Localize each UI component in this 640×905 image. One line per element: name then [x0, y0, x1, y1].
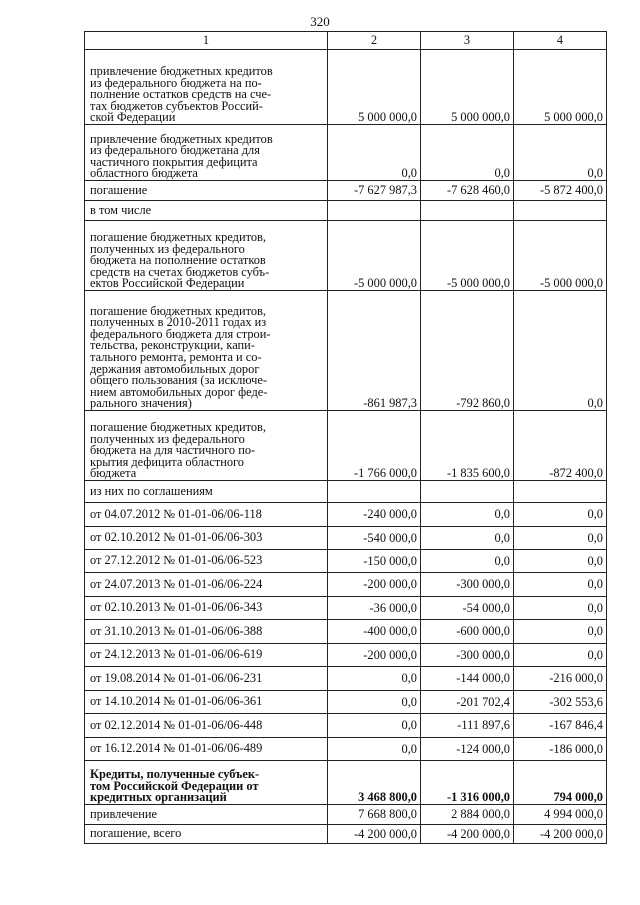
row-label-line: погашение, всего	[90, 826, 182, 841]
row-label-line: Кредиты, полученные субъек-	[90, 767, 260, 782]
row-label	[85, 691, 328, 714]
row-label-line: от 16.12.2014 № 01-01-06/06-489	[90, 741, 263, 756]
value-cell-col2: 0,0	[328, 714, 421, 738]
row-label-line: погашение	[90, 182, 148, 197]
value-cell-col3: 0,0	[421, 527, 514, 550]
value-cell-col4: 0,0	[514, 527, 607, 550]
table-row	[85, 221, 607, 291]
row-label-line: бюджета на для частичного по-	[90, 443, 256, 458]
row-label	[85, 667, 328, 691]
table-row	[85, 201, 607, 221]
row-label-line: том Российской Федерации от	[90, 778, 259, 793]
table-row	[85, 527, 607, 550]
table-row	[85, 503, 607, 527]
value-cell-col2: 0,0	[328, 125, 421, 181]
row-label-line: от 24.12.2013 № 01-01-06/06-619	[90, 647, 263, 662]
value-cell-col4	[514, 201, 607, 221]
row-label-line: держания автомобильных дорог	[90, 361, 260, 376]
row-label-line: привлечение бюджетных кредитов	[90, 64, 273, 79]
value-cell-col4: -216 000,0	[514, 667, 607, 691]
value-cell-col2: -5 000 000,0	[328, 221, 421, 291]
row-label-line: ской Федерации	[90, 110, 176, 125]
column-number: 2	[328, 32, 421, 50]
row-label-line: от 19.08.2014 № 01-01-06/06-231	[90, 670, 263, 685]
table-row	[85, 691, 607, 714]
row-label-line: из федерального бюджетана для	[90, 143, 260, 158]
row-label-line: бюджета на пополнение остатков	[90, 253, 266, 268]
page-number: 320	[310, 14, 330, 29]
table-row	[85, 597, 607, 620]
row-label	[85, 201, 328, 221]
row-label	[85, 527, 328, 550]
row-label-line: от 27.12.2012 № 01-01-06/06-523	[90, 553, 263, 568]
value-cell-col4: -186 000,0	[514, 738, 607, 761]
row-label	[85, 805, 328, 825]
row-label	[85, 825, 328, 844]
row-label-line: привлечение	[90, 806, 158, 821]
row-label	[85, 738, 328, 761]
row-label-line: тельства, реконструкции, капи-	[90, 338, 255, 353]
value-cell-col3	[421, 481, 514, 503]
value-cell-col3: -300 000,0	[421, 573, 514, 597]
row-label-line: бюджета	[90, 466, 137, 481]
row-label	[85, 550, 328, 573]
row-label-line: тах бюджетов субъектов Россий-	[90, 98, 263, 113]
value-cell-col3: -600 000,0	[421, 620, 514, 644]
row-label-line: полученных из федерального	[90, 431, 245, 446]
table-row	[85, 805, 607, 825]
value-cell-col4: 0,0	[514, 620, 607, 644]
value-cell-col4	[514, 481, 607, 503]
table-row	[85, 291, 607, 411]
row-label	[85, 481, 328, 503]
row-label-line: от 02.10.2012 № 01-01-06/06-303	[90, 530, 263, 545]
value-cell-col2	[328, 481, 421, 503]
row-label-line: от 31.10.2013 № 01-01-06/06-388	[90, 623, 263, 638]
value-cell-col2: -4 200 000,0	[328, 825, 421, 844]
value-cell-col4: 794 000,0	[514, 761, 607, 805]
table-row	[85, 620, 607, 644]
value-cell-col4: -5 872 400,0	[514, 181, 607, 201]
row-label-line: частичного покрытия дефицита	[90, 154, 258, 169]
value-cell-col4: 0,0	[514, 573, 607, 597]
row-label-line: привлечение бюджетных кредитов	[90, 131, 273, 146]
row-label-line: погашение бюджетных кредитов,	[90, 420, 266, 435]
row-label-line: из них по соглашениям	[90, 483, 213, 498]
value-cell-col3: -201 702,4	[421, 691, 514, 714]
value-cell-col2: -240 000,0	[328, 503, 421, 527]
table-row	[85, 714, 607, 738]
value-cell-col4: 0,0	[514, 644, 607, 667]
value-cell-col3: -1 316 000,0	[421, 761, 514, 805]
value-cell-col4: -167 846,4	[514, 714, 607, 738]
row-label-line: погашение бюджетных кредитов,	[90, 303, 266, 318]
value-cell-col2	[328, 201, 421, 221]
table-row	[85, 550, 607, 573]
row-label-line: средств на счетах бюджетов субъ-	[90, 264, 270, 279]
value-cell-col3: 0,0	[421, 503, 514, 527]
row-label	[85, 620, 328, 644]
row-label	[85, 597, 328, 620]
value-cell-col3: -7 628 460,0	[421, 181, 514, 201]
value-cell-col2: 0,0	[328, 738, 421, 761]
row-label-line: погашение бюджетных кредитов,	[90, 230, 266, 245]
value-cell-col4: -872 400,0	[514, 411, 607, 481]
value-cell-col2: 5 000 000,0	[328, 50, 421, 125]
value-cell-col4: -302 553,6	[514, 691, 607, 714]
value-cell-col2: -861 987,3	[328, 291, 421, 411]
row-label-line: крытия дефицита областного	[90, 454, 245, 469]
table-row	[85, 181, 607, 201]
row-label-line: от 24.07.2013 № 01-01-06/06-224	[90, 576, 263, 591]
row-label	[85, 50, 328, 125]
table-row	[85, 738, 607, 761]
value-cell-col3: -124 000,0	[421, 738, 514, 761]
value-cell-col3: -300 000,0	[421, 644, 514, 667]
value-cell-col2: 7 668 800,0	[328, 805, 421, 825]
column-number: 3	[421, 32, 514, 50]
row-label	[85, 761, 328, 805]
value-cell-col3: -792 860,0	[421, 291, 514, 411]
value-cell-col2: -150 000,0	[328, 550, 421, 573]
value-cell-col2: 3 468 800,0	[328, 761, 421, 805]
row-label-line: тального ремонта, ремонта и со-	[90, 350, 262, 365]
value-cell-col3: 2 884 000,0	[421, 805, 514, 825]
value-cell-col4: -5 000 000,0	[514, 221, 607, 291]
table-row	[85, 50, 607, 125]
value-cell-col2: -200 000,0	[328, 644, 421, 667]
row-label-line: в том числе	[90, 202, 152, 217]
row-label-line: от 04.07.2012 № 01-01-06/06-118	[90, 506, 262, 521]
value-cell-col3	[421, 201, 514, 221]
value-cell-col2: -200 000,0	[328, 573, 421, 597]
budget-table	[84, 31, 607, 844]
value-cell-col4: -4 200 000,0	[514, 825, 607, 844]
column-number: 4	[514, 32, 607, 50]
row-label	[85, 125, 328, 181]
row-label-line: кредитных организаций	[90, 790, 227, 805]
row-label-line: федерального бюджета для строи-	[90, 326, 271, 341]
value-cell-col3: 0,0	[421, 550, 514, 573]
value-cell-col2: -540 000,0	[328, 527, 421, 550]
value-cell-col3: -4 200 000,0	[421, 825, 514, 844]
value-cell-col4: 5 000 000,0	[514, 50, 607, 125]
row-label-line: общего пользования (за исключе-	[90, 373, 267, 388]
value-cell-col2: -36 000,0	[328, 597, 421, 620]
row-label-line: полученных в 2010-2011 годах из	[90, 315, 267, 330]
value-cell-col4: 0,0	[514, 503, 607, 527]
value-cell-col3: 5 000 000,0	[421, 50, 514, 125]
table-row	[85, 125, 607, 181]
row-label	[85, 503, 328, 527]
row-label-line: ектов Российской Федерации	[90, 276, 245, 291]
row-label	[85, 644, 328, 667]
value-cell-col4: 0,0	[514, 291, 607, 411]
value-cell-col3: -111 897,6	[421, 714, 514, 738]
value-cell-col4: 0,0	[514, 125, 607, 181]
table-row	[85, 761, 607, 805]
budget-table-body	[85, 32, 607, 844]
row-label	[85, 714, 328, 738]
row-label-line: полученных из федерального	[90, 241, 245, 256]
table-row	[85, 411, 607, 481]
value-cell-col2: -7 627 987,3	[328, 181, 421, 201]
value-cell-col3: -144 000,0	[421, 667, 514, 691]
row-label-line: из федерального бюджета на по-	[90, 75, 262, 90]
value-cell-col2: 0,0	[328, 691, 421, 714]
row-label-line: от 02.12.2014 № 01-01-06/06-448	[90, 717, 263, 732]
table-row	[85, 644, 607, 667]
row-label	[85, 221, 328, 291]
value-cell-col3: -1 835 600,0	[421, 411, 514, 481]
row-label-line: нием автомобильных дорог феде-	[90, 384, 268, 399]
value-cell-col3: -54 000,0	[421, 597, 514, 620]
row-label-line: от 14.10.2014 № 01-01-06/06-361	[90, 694, 263, 709]
table-row	[85, 667, 607, 691]
value-cell-col2: -1 766 000,0	[328, 411, 421, 481]
row-label-line: от 02.10.2013 № 01-01-06/06-343	[90, 600, 263, 615]
value-cell-col3: 0,0	[421, 125, 514, 181]
value-cell-col4: 0,0	[514, 550, 607, 573]
table-row	[85, 573, 607, 597]
column-number-row	[85, 32, 607, 50]
value-cell-col4: 0,0	[514, 597, 607, 620]
row-label-line: рального значения)	[90, 396, 192, 411]
value-cell-col3: -5 000 000,0	[421, 221, 514, 291]
value-cell-col4: 4 994 000,0	[514, 805, 607, 825]
row-label	[85, 291, 328, 411]
table-row	[85, 825, 607, 844]
row-label	[85, 411, 328, 481]
column-number: 1	[85, 32, 328, 50]
row-label	[85, 181, 328, 201]
value-cell-col2: -400 000,0	[328, 620, 421, 644]
row-label-line: областного бюджета	[90, 166, 198, 181]
table-row	[85, 481, 607, 503]
row-label	[85, 573, 328, 597]
row-label-line: полнение остатков средств на сче-	[90, 87, 272, 102]
value-cell-col2: 0,0	[328, 667, 421, 691]
